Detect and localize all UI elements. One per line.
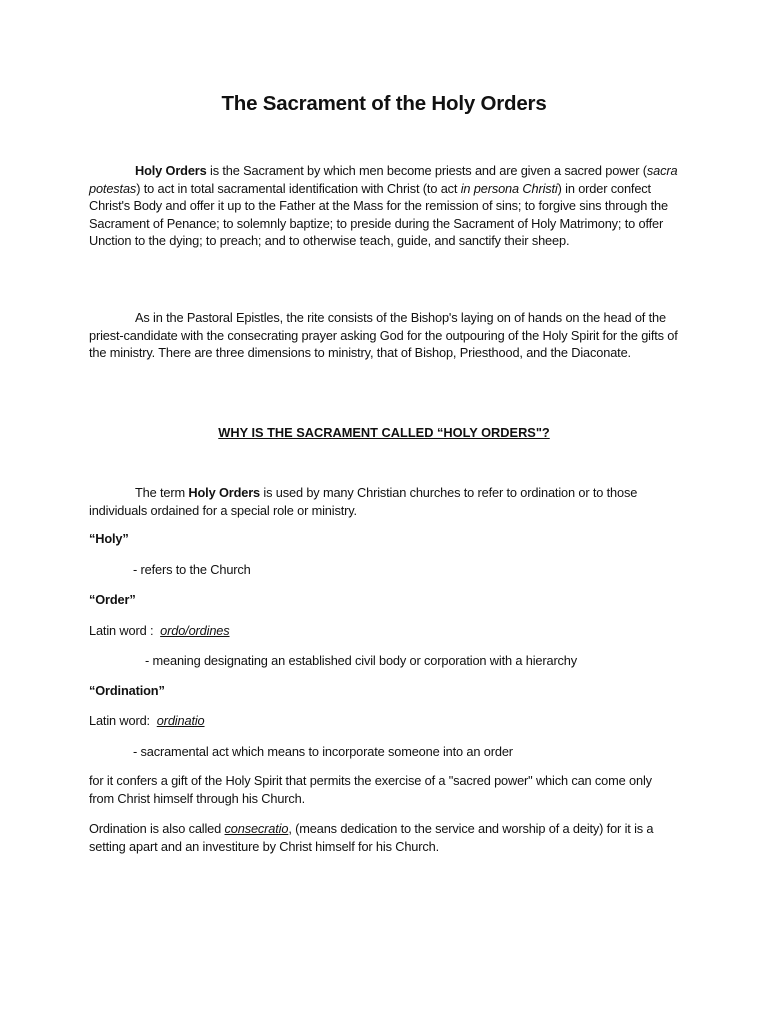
- paragraph-consecratio: [89, 820, 679, 855]
- latin-line-ordination: [89, 712, 679, 730]
- holy-orders-lead: Holy Orders: [135, 163, 207, 178]
- paragraph-definition: [89, 162, 679, 250]
- term-holy: “Holy”: [89, 531, 129, 546]
- paragraph-confers: for it confers a gift of the Holy Spirit that permits the exercise of a "sacred power" which can come only from Christ himself through his Church.: [89, 773, 652, 806]
- term-ordination: “Ordination”: [89, 683, 165, 698]
- latin-label: Latin word:: [89, 713, 157, 728]
- paragraph-text: The term: [135, 485, 189, 500]
- latin-word: ordo/ordines: [160, 623, 230, 638]
- latin-phrase: in persona Christi: [460, 180, 558, 196]
- paragraph-text: is used by many Christian churches to refer to ordination or to those individuals ordained for a special role or ministry.: [89, 485, 638, 518]
- latin-label: Latin word :: [89, 623, 161, 638]
- paragraph-term: [89, 484, 679, 519]
- section-heading: WHY IS THE SACRAMENT CALLED “HOLY ORDERS"?: [218, 425, 550, 440]
- latin-phrase: sacra potestas: [89, 163, 678, 196]
- paragraph-text: , (means dedication to the service and worship of a deity) for it is a setting apart and an investiture by Christ himself for his Church.: [89, 821, 654, 854]
- term-order: “Order”: [89, 592, 136, 607]
- paragraph-text: ) in order confect Christ's Body and offer it up to the Father at the Mass for the remission of sins; to forgive sins through the Sacrament of Penance; to solemnly baptize; to preside during the Sacrament of Holy Matrimony; to offer Unction to the dying; to preach; and to otherwise teach, guide, and sanctify their sheep.: [89, 180, 668, 249]
- paragraph-text: ) to act in total sacramental identification with Christ (to act: [136, 180, 461, 196]
- holy-orders-term: Holy Orders: [188, 485, 261, 500]
- paragraph-rite: As in the Pastoral Epistles, the rite consists of the Bishop's laying on of hands on the head of the priest-candidate with the consecrating prayer asking God for the outpouring of the Holy Spirit for the gifts of the ministry. There are three dimensions to ministry, that of Bishop, Priesthood, and the Diaconate.: [89, 310, 678, 361]
- latin-word: ordinatio: [156, 713, 205, 728]
- paragraph-text: is the Sacrament by which men become priests and are given a sacred power (: [206, 163, 647, 178]
- definition-ordination: - sacramental act which means to incorporate someone into an order: [133, 744, 513, 759]
- latin-line-order: [89, 622, 679, 640]
- definition-order: - meaning designating an established civil body or corporation with a hierarchy: [145, 653, 578, 668]
- paragraph-text: Ordination is also called: [89, 821, 225, 836]
- document-title: The Sacrament of the Holy Orders: [221, 92, 547, 115]
- consecratio-word: consecratio: [224, 821, 289, 836]
- definition-holy: - refers to the Church: [133, 562, 251, 577]
